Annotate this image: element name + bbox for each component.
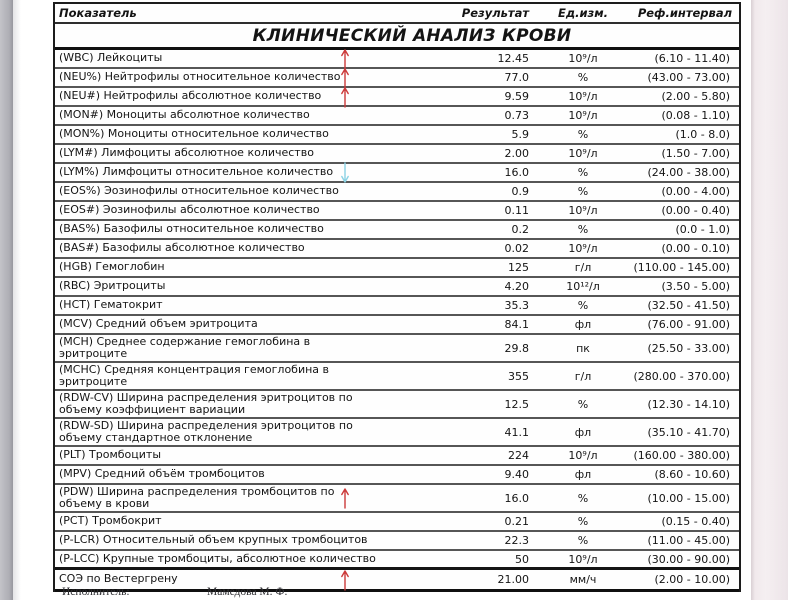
indicator-cell [55, 316, 448, 333]
result-cell: 21.00 [497, 573, 529, 586]
indicator-name: (NEU%) Нейтрофилы относительное количество [59, 70, 341, 84]
indicator-cell [55, 335, 448, 361]
indicator-name: (LYM%) Лимфоциты относительное количество [59, 165, 334, 179]
result-cell: 0.73 [504, 109, 529, 122]
table-row [55, 513, 739, 532]
result-cell: 16.0 [504, 491, 529, 505]
ref-interval-cell: (10.00 - 15.00) [647, 491, 730, 505]
unit-cell: % [577, 534, 589, 547]
indicator-cell [55, 164, 448, 181]
unit-cell: % [577, 223, 589, 236]
table-row [55, 145, 739, 164]
ref-interval-cell: (0.08 - 1.10) [661, 109, 730, 122]
indicator-cell [55, 419, 448, 445]
indicator-name: (MCV) Средний объем эритроцита [59, 317, 258, 331]
indicator-name-line2: объему в крови [59, 497, 150, 510]
indicator-name: (MON#) Моноциты абсолютное количество [59, 108, 310, 122]
table-row [55, 419, 739, 447]
ref-interval-cell: (30.00 - 90.00) [647, 552, 730, 566]
rows-container [55, 50, 739, 592]
result-cell: 4.20 [504, 280, 529, 293]
indicator-name: (HCT) Гематокрит [59, 298, 163, 312]
column-header-label: Показатель [59, 5, 137, 20]
result-cell: 0.9 [511, 185, 529, 198]
result-cell: 5.9 [511, 128, 529, 141]
column-header-unit: Ед.изм. [557, 6, 609, 20]
result-cell: 22.3 [504, 534, 529, 547]
ref-interval-cell: (110.00 - 145.00) [633, 261, 730, 274]
executor-label: Исполнитель: [62, 586, 130, 598]
indicator-name: (BAS#) Базофилы абсолютное количество [59, 241, 305, 255]
indicator-cell [55, 513, 448, 530]
indicator-name: (RBC) Эритроциты [59, 279, 166, 293]
result-cell: 355 [508, 369, 529, 383]
unit-cell: 10⁹/л [568, 147, 598, 160]
result-cell: 84.1 [504, 318, 529, 331]
ref-interval-cell: (160.00 - 380.00) [633, 449, 730, 462]
ref-interval-cell: (35.10 - 41.70) [647, 425, 730, 439]
indicator-name: (MCHC) Средняя концентрация гемоглобина в [59, 362, 330, 376]
table-row [55, 297, 739, 316]
unit-cell: мм/ч [569, 573, 597, 586]
unit-cell: % [577, 397, 589, 411]
page-right-margin [751, 0, 788, 600]
table-row [55, 183, 739, 202]
ref-interval-cell: (25.50 - 33.00) [647, 341, 730, 355]
indicator-cell [55, 447, 448, 464]
indicator-cell [55, 532, 448, 549]
table-row [55, 259, 739, 278]
result-cell: 0.2 [511, 223, 529, 236]
unit-cell: г/л [574, 261, 592, 274]
table-row [55, 69, 739, 88]
indicator-name: (MCH) Среднее содержание гемоглобина в [59, 334, 311, 348]
ref-interval-cell: (0.00 - 4.00) [661, 185, 730, 198]
result-cell: 125 [508, 261, 529, 274]
result-cell: 0.21 [504, 515, 529, 528]
unit-cell: % [577, 166, 589, 179]
table-header-row [55, 4, 739, 24]
result-cell: 35.3 [504, 299, 529, 312]
result-cell: 0.02 [504, 242, 529, 255]
table-row [55, 532, 739, 551]
indicator-cell [55, 466, 448, 483]
table-row [55, 240, 739, 259]
trend-up-icon [340, 569, 350, 591]
table-row [55, 335, 739, 363]
indicator-name-line2: объему стандартное отклонение [59, 431, 253, 444]
result-cell: 12.45 [497, 52, 529, 65]
unit-cell: % [577, 128, 589, 141]
blood-analysis-table [53, 2, 741, 592]
unit-cell: % [577, 299, 589, 312]
table-row [55, 221, 739, 240]
result-cell: 9.40 [504, 468, 529, 481]
indicator-name: (PLT) Тромбоциты [59, 448, 162, 462]
indicator-name-line2: эритроците [59, 375, 128, 388]
ref-interval-cell: (2.00 - 10.00) [654, 573, 730, 586]
table-row [55, 485, 739, 513]
table-row [55, 88, 739, 107]
indicator-name: (PDW) Ширина распределения тромбоцитов по [59, 484, 335, 498]
unit-cell: фл [574, 468, 592, 481]
indicator-name: (PCT) Тромбокрит [59, 514, 162, 528]
indicator-name: (EOS#) Эозинофилы абсолютное количество [59, 203, 320, 217]
unit-cell: 10⁹/л [568, 90, 598, 103]
ref-interval-cell: (0.15 - 0.40) [661, 515, 730, 528]
result-cell: 50 [515, 552, 529, 566]
trend-up-icon [340, 86, 350, 108]
indicator-cell [55, 551, 448, 567]
result-cell: 77.0 [504, 71, 529, 84]
unit-cell: 10¹²/л [566, 280, 600, 293]
result-cell: 0.11 [504, 204, 529, 217]
result-cell: 16.0 [504, 166, 529, 179]
indicator-name: (BAS%) Базофилы относительное количество [59, 222, 324, 236]
unit-cell: 10⁹/л [568, 242, 598, 255]
column-header-ref-interval: Реф.интервал [637, 6, 732, 20]
ref-interval-cell: (12.30 - 14.10) [647, 397, 730, 411]
unit-cell: 10⁹/л [568, 449, 598, 462]
indicator-name: СОЭ по Вестергрену [59, 572, 178, 586]
result-cell: 29.8 [504, 341, 529, 355]
indicator-name: (RDW-SD) Ширина распределения эритроцитов по [59, 418, 353, 432]
indicator-name: (EOS%) Эозинофилы относительное количество [59, 184, 339, 198]
unit-cell: 10⁹/л [568, 552, 598, 566]
indicator-name: (MPV) Средний объём тромбоцитов [59, 467, 265, 481]
indicator-cell [55, 363, 448, 389]
indicator-cell [55, 50, 448, 67]
indicator-cell [55, 69, 448, 86]
ref-interval-cell: (76.00 - 91.00) [647, 318, 730, 331]
indicator-name: (MON%) Моноциты относительное количество [59, 127, 329, 141]
result-cell: 41.1 [504, 425, 529, 439]
indicator-cell [55, 278, 448, 295]
ref-interval-cell: (43.00 - 73.00) [647, 71, 730, 84]
ref-interval-cell: (0.0 - 1.0) [675, 223, 730, 236]
ref-interval-cell: (1.0 - 8.0) [675, 128, 730, 141]
table-row [55, 202, 739, 221]
indicator-cell [55, 259, 448, 276]
indicator-cell [55, 88, 448, 105]
unit-cell: г/л [574, 369, 592, 383]
table-row [55, 164, 739, 183]
page-left-margin [0, 0, 13, 600]
unit-cell: пк [576, 341, 590, 355]
indicator-name: (WBC) Лейкоциты [59, 51, 163, 65]
unit-cell: 10⁹/л [568, 109, 598, 122]
unit-cell: фл [574, 318, 592, 331]
unit-cell: 10⁹/л [568, 52, 598, 65]
indicator-cell [55, 183, 448, 200]
ref-interval-cell: (2.00 - 5.80) [661, 90, 730, 103]
ref-interval-cell: (32.50 - 41.50) [647, 299, 730, 312]
table-row [55, 391, 739, 419]
result-cell: 12.5 [504, 397, 529, 411]
ref-interval-cell: (11.00 - 45.00) [647, 534, 730, 547]
indicator-cell [55, 240, 448, 257]
ref-interval-cell: (0.00 - 0.10) [661, 242, 730, 255]
unit-cell: % [577, 185, 589, 198]
table-row [55, 466, 739, 485]
table-row [55, 126, 739, 145]
indicator-name-line2: объему коэффициент вариации [59, 403, 246, 416]
unit-cell: 10⁹/л [568, 204, 598, 217]
table-row [55, 50, 739, 69]
indicator-name: (P-LCR) Относительный объем крупных тромбоцитов [59, 533, 368, 547]
ref-interval-cell: (8.60 - 10.60) [654, 468, 730, 481]
indicator-cell [55, 391, 448, 417]
report-title: КЛИНИЧЕСКИЙ АНАЛИЗ КРОВИ [55, 24, 739, 50]
column-header-result: Результат [461, 6, 529, 20]
indicator-name: (LYM#) Лимфоциты абсолютное количество [59, 146, 314, 160]
result-cell: 9.59 [504, 90, 529, 103]
table-row [55, 447, 739, 466]
ref-interval-cell: (1.50 - 7.00) [661, 147, 730, 160]
unit-cell: фл [574, 425, 592, 439]
indicator-cell [55, 107, 448, 124]
ref-interval-cell: (6.10 - 11.40) [654, 52, 730, 65]
page-edge-shadow [13, 0, 21, 600]
ref-interval-cell: (0.00 - 0.40) [661, 204, 730, 217]
ref-interval-cell: (24.00 - 38.00) [647, 166, 730, 179]
table-row [55, 551, 739, 570]
report-footer [62, 586, 288, 598]
table-row [55, 363, 739, 391]
indicator-cell [55, 221, 448, 238]
indicator-name: (HGB) Гемоглобин [59, 260, 165, 274]
trend-down-icon [340, 162, 350, 184]
indicator-cell [55, 145, 448, 162]
table-row [55, 316, 739, 335]
table-row [55, 570, 739, 592]
unit-cell: % [577, 71, 589, 84]
ref-interval-cell: (280.00 - 370.00) [633, 369, 730, 383]
table-row [55, 107, 739, 126]
indicator-cell [55, 202, 448, 219]
indicator-cell [55, 126, 448, 143]
indicator-name: (RDW-CV) Ширина распределения эритроцитов по [59, 390, 353, 404]
result-cell: 2.00 [504, 147, 529, 160]
ref-interval-cell: (3.50 - 5.00) [661, 280, 730, 293]
table-row [55, 278, 739, 297]
indicator-name: (P-LCC) Крупные тромбоциты, абсолютное количество [59, 551, 376, 565]
unit-cell: % [577, 491, 589, 505]
column-header-indicator [55, 7, 448, 20]
executor-name: Мамедова М. Ф. [207, 586, 288, 598]
indicator-name: (NEU#) Нейтрофилы абсолютное количество [59, 89, 322, 103]
result-cell: 224 [508, 449, 529, 462]
indicator-cell [55, 297, 448, 314]
indicator-cell [55, 485, 448, 511]
unit-cell: % [577, 515, 589, 528]
indicator-name-line2: эритроците [59, 347, 128, 360]
trend-up-icon [340, 487, 350, 509]
